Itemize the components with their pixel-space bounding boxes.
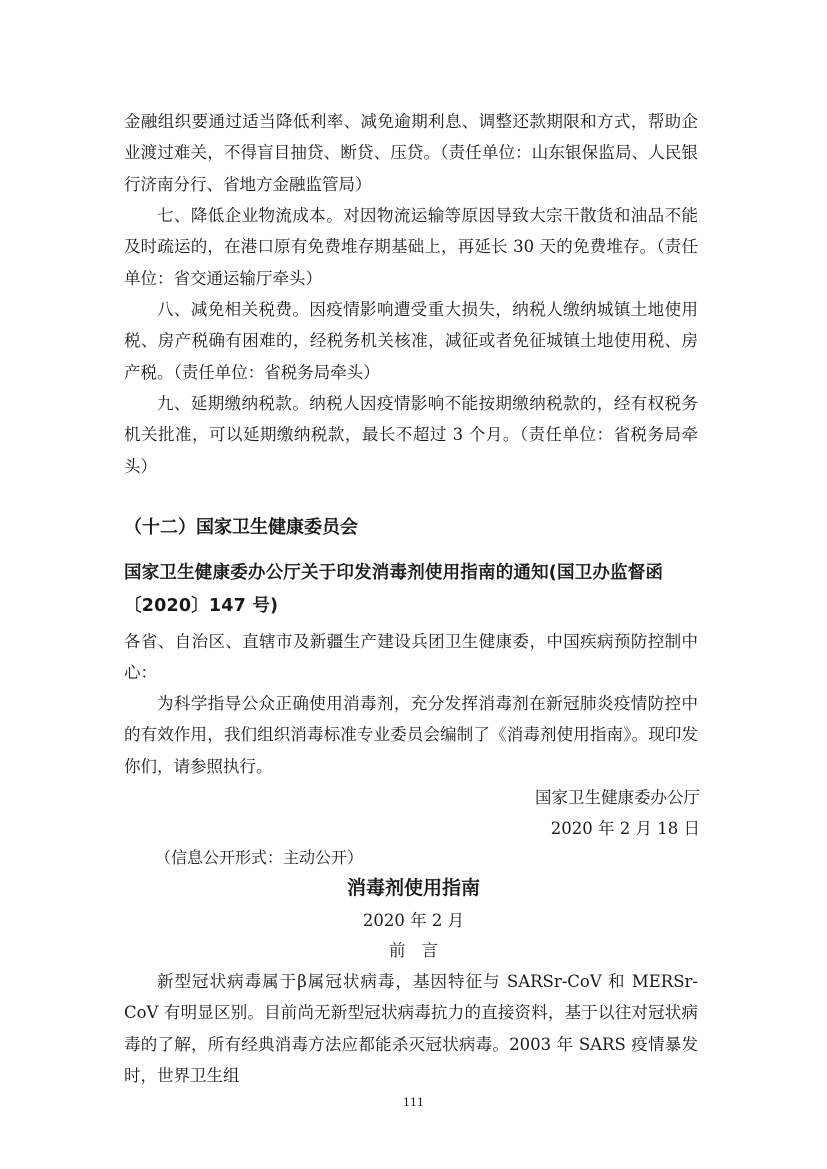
- preface-text: 新型冠状病毒属于β属冠状病毒，基因特征与 SARSr-CoV 和 MERSr-CoV 有明显区别。目前尚无新型冠状病毒抗力的直接资料，基于以往对冠状病毒的了解，所有经典消毒方法应都能杀灭冠状病毒。2003 年 SARS 疫情暴发时，世界卫生组: [124, 972, 698, 1085]
- paragraph-tax-relief: 八、减免相关税费。因疫情影响遭受重大损失，纳税人缴纳城镇土地使用税、房产税确有困难的，经税务机关核准，减征或者免征城镇土地使用税、房产税。（责任单位：省税务局牵头）: [124, 300, 698, 382]
- disclosure-note: （信息公开形式：主动公开）: [155, 848, 364, 867]
- preface-heading: 前言: [389, 941, 454, 960]
- guide-title: 消毒剂使用指南: [346, 877, 480, 899]
- signature-date: 2020 年 2 月 18 日: [550, 819, 700, 838]
- notice-body: 为科学指导公众正确使用消毒剂，充分发挥消毒剂在新冠肺炎疫情防控中的有效作用，我们组织消毒标准专业委员会编制了《消毒剂使用指南》。现印发你们，请参照执行。: [124, 694, 698, 776]
- page-number: 111: [403, 1096, 424, 1109]
- guide-date: 2020 年 2 月: [362, 911, 465, 930]
- notice-title: 国家卫生健康委办公厅关于印发消毒剂使用指南的通知(国卫办监督函〔2020〕147 号): [124, 563, 664, 616]
- addressees: 各省、自治区、直辖市及新疆生产建设兵团卫生健康委，中国疾病预防控制中心：: [124, 632, 698, 683]
- paragraph-tax-deferral: 九、延期缴纳税款。纳税人因疫情影响不能按期缴纳税款的，经有权税务机关批准，可以延期缴纳税款，最长不超过 3 个月。（责任单位：省税务局牵头）: [124, 394, 698, 476]
- paragraph-logistics-cost: 七、降低企业物流成本。对因物流运输等原因导致大宗干散货和油品不能及时疏运的，在港口原有免费堆存期基础上，再延长 30 天的免费堆存。（责任单位：省交通运输厅牵头）: [124, 206, 698, 288]
- paragraph-finance-support: 金融组织要通过适当降低利率、减免逾期利息、调整还款期限和方式，帮助企业渡过难关，不得盲目抽贷、断贷、压贷。（责任单位：山东银保监局、人民银行济南分行、省地方金融监管局）: [124, 112, 698, 194]
- section-heading: （十二）国家卫生健康委员会: [124, 517, 358, 538]
- signature-office: 国家卫生健康委办公厅: [535, 788, 700, 807]
